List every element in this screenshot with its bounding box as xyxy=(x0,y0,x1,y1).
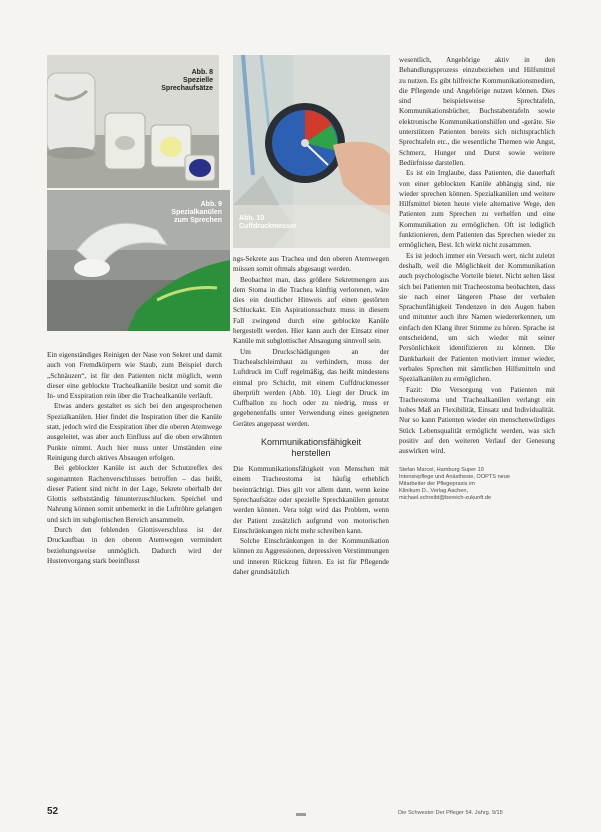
figure-8-photo xyxy=(47,55,219,188)
page-number: 52 xyxy=(47,806,59,817)
left-paragraph-1: Ein eigenständiges Reinigen der Nase von Sekret und damit auch von Fremdkörpern wie Staub, zum Beispiel durch „Schnäuzen“, ist für den Patienten nicht möglich, wenn dieser eine geblockte Trachealkanüle besitzt und somit die In- und Exspiration rein über die Trachealkanüle verläuft. xyxy=(47,351,222,401)
middle-paragraph-3: Um Druckschädigungen an der Trachealschleimhaut zu verhindern, muss der Luftdruck im Cuff regelmäßig, das heißt mindestens einmal pro Schicht, mit einem Cuffdruckmesser überprüft werden (Abb. 10). Liegt der Druck im Cuffballon zu hoch oder zu niedrig, muss er gegebenenfalls unter Verwendung eines geeigneten Gerätes angepasst werden. xyxy=(233,347,389,428)
middle-paragraph-1: ngs-Sekrete aus Trachea und den oberen Atemwegen müssen somit oftmals abgesaugt werden. xyxy=(233,255,389,274)
left-paragraph-2: Etwas anders gestaltet es sich bei den angesprochenen Spezialkanülen. Hier findet die Inspiration über die Kanüle statt, jedoch wird die Exspiration über die oberen Atemwege ausgeleitet, was aber auch Einfluss auf die oben erwähnten Punkte nimmt. Auch hier muss unter Umständen eine Reinigung durch aktives Absaugen erfolgen. xyxy=(47,402,222,462)
figure-9-title-line-2: zum Sprechen xyxy=(174,217,222,224)
section-heading-line-1: Kommunikationsfähigkeit xyxy=(260,437,362,448)
figure-10-caption xyxy=(239,215,297,231)
author-info-line-5: michael.schreibt@bereich-zukunft.de xyxy=(399,495,492,502)
left-paragraph-4: Durch den fehlenden Glottisverschluss ist der Druckaufbau in den oberen Atemwegen vermindert beziehungsweise unmöglich. Dadurch wird der Hustenvorgang stark beeinflusst xyxy=(47,526,222,565)
figure-8-caption xyxy=(161,69,213,93)
middle-paragraph-4: Die Kommunikationsfähigkeit von Menschen mit einem Tracheostoma ist häufig erheblich beeinträchtigt. Dies gilt vor allem dann, wenn keine Sprechaufsätze oder spezielle Sprechkanülen genutzt werden können. Vera tolgt wird das Problem, wenn der Patient zusätzlich aufgrund von motorischen Einschränkungen nicht mehr schreiben kann. xyxy=(233,465,389,535)
right-paragraph-4: Fazit: Die Versorgung von Patienten mit Tracheostoma und Trachealkanülen verlangt ein hohes Maß an Flexibilität, Einsatz und Individualität. Nur so kann Patienten wieder ein menschenwürdiges Stück Lebensqualität ermöglicht werden, was sich positiv auf den weiteren Verlauf der Genesung auswirken wird. xyxy=(399,385,555,456)
figure-10-label: Abb. 10 xyxy=(239,215,265,222)
section-heading xyxy=(233,437,389,459)
middle-paragraph-5: Solche Einschränkungen in der Kommunikation können zu Aggressionen, depressiven Verstimmungen und inneren Rückzug führen. Es ist für Pflegende daher grundsätzlich xyxy=(233,537,389,577)
author-info-line-4: Klinikum D., Verlag Aachen, xyxy=(399,488,469,495)
figure-8-title-line-2: Sprechaufsätze xyxy=(161,85,213,92)
figure-9-photo xyxy=(47,190,230,331)
figure-8-label: Abb. 8 xyxy=(191,69,213,76)
text-column-right xyxy=(399,55,555,503)
right-paragraph-2: Es ist ein Irrglaube, dass Patienten, die dauerhaft von einer geblockten Kanüle abhängig sind, nie wieder sprechen können. Spezialkanülen und weitere Hilfsmittel bieten heute viele alternative Wege, den Patienten zum Sprechen zu verhelfen und eine Kommunikation zu ermöglichen. Oft ist lediglich funktionieren, dem Patienten das Sprechen wieder zu ermöglichen, Best. Ich wirkt nicht zusammen. xyxy=(399,169,555,250)
figure-10-title-line-1: Cuffdruckmesser xyxy=(239,223,297,230)
left-paragraph-3: Bei geblockter Kanüle ist auch der Schutzreflex des sogenannten Rachenverschlusses betroffen – das heißt, dieser Patient sind nicht in der Lage, Sekrete oberhalb der Glottis selbstständig hinunterzuschlucken. Speichel und Nahrung können somit unbemerkt in die Luftröhre gelangen und sich im subglottischen Bereich ansammeln. xyxy=(47,464,222,524)
section-heading-line-2: herstellen xyxy=(291,448,331,459)
text-column-middle xyxy=(233,254,389,577)
journal-footer: Die Schwester Der Pfleger 54. Jahrg. 9/15 xyxy=(398,810,503,816)
author-info-line-1: Stefan Marcel, Hamburg Super 10 xyxy=(399,466,484,473)
right-paragraph-1: wesentlich, Angehörige aktiv in den Behandlungsprozess einzubeziehen und Hilfsmittel zu nutzen. Es gibt hilfreiche Kommunikationsmedien, die Pflegende und Angehörige nutzen können. Dies sind beispielsweise Sprechtafeln, Kommunikationsbücher, Buchstabentafeln sowie elektronische Kommunikationshilfen und -geräte. Sie unterstützen Patienten bereits sich nichtsprachlich Sprechtafeln etc., die wesentliche Themen wie Angst, Schmerz, Hunger und Durst sowie weitere Bedürfnisse darstellen. xyxy=(399,56,555,167)
figure-9-label: Abb. 9 xyxy=(200,201,222,208)
middle-paragraph-2: Beobachtet man, dass größere Sekretmengen aus dem Stoma in die Trachea künftig verlorenen, wäre dies ein deutlicher Hinweis auf einen gestörten Schluckakt. Ein Aspirationsschutz muss in diesem Fall zwingend durch eine geblockte Kanüle hergestellt werden. Hier kann auch der Einsatz einer Kanüle mit subglottischer Absaugung sinnvoll sein. xyxy=(233,275,389,346)
right-paragraph-3: Es ist jedoch immer ein Versuch wert, nicht zuletzt deshalb, weil die Möglichkeit der Kommunikation auch psychologische Vorteile bietet. Nicht selten lässt sich bei Patienten mit Tracheostoma beobachten, dass sie nach einer längeren Phase der verbalen Sprachunfähigkeit Tendenzen in den Augen haben und mitunter auch ihre Namen wiedererkennen, um einfach den Klang ihrer Stimme zu hören. Sprache ist entscheidend, um sich wieder mit seiner Persönlichkeit identifizieren zu können. Die Dankbarkeit der Patienten motiviert immer wieder, verbales Sprechen mit sämtlichen Hilfsmitteln und Spezialkanülen zu ermöglichen. xyxy=(399,251,555,384)
author-info xyxy=(399,467,555,503)
figure-9-title-line-1: Spezialkanülen xyxy=(171,209,222,216)
author-info-line-3: Mitarbeiter der Pflegepraxis im xyxy=(399,480,475,487)
figure-10-photo xyxy=(233,55,390,248)
figure-8-title-line-1: Spezielle xyxy=(183,77,213,84)
figure-9-caption xyxy=(171,201,222,225)
text-column-left xyxy=(47,350,222,566)
page-marker xyxy=(296,813,306,816)
author-info-line-2: Intensivpflege und Anästhesie, OOPTS neue xyxy=(399,473,511,480)
